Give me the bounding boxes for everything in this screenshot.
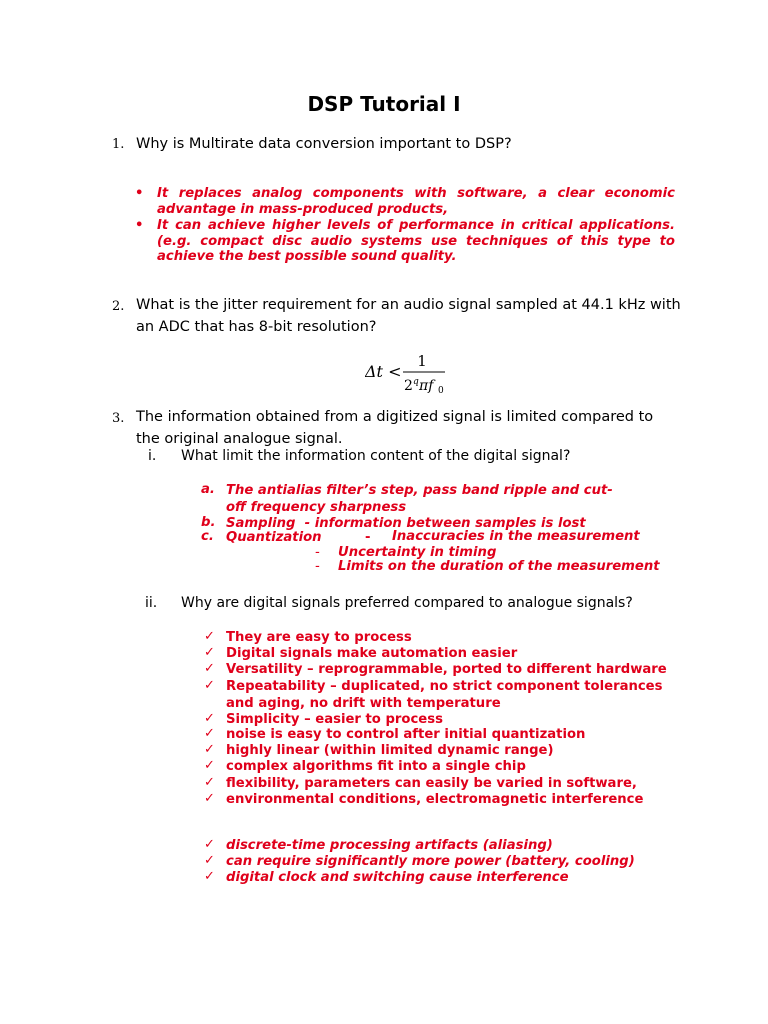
limit-item-a-text: The antialias filter’s step, pass band ripple and cut-off frequency sharpness [226, 483, 613, 515]
question-1-text: Why is Multirate data conversion important to DSP? [136, 136, 512, 152]
advantage-text: Digital signals make automation easier [226, 646, 518, 661]
check-icon: ✓ [204, 661, 215, 676]
check-icon: ✓ [204, 711, 215, 726]
jitter-formula [365, 348, 455, 396]
limit-dash-text-1: Uncertainty in timing [338, 545, 497, 560]
advantage-text: Simplicity – easier to process [226, 712, 443, 727]
question-3-number: 3. [112, 411, 125, 426]
answer-1-text-1: It replaces analog components with software, a clear economic advantage in mass-produced products, [157, 186, 675, 217]
advantage-text: complex algorithms fit into a single chip [226, 759, 526, 774]
check-icon: ✓ [204, 869, 215, 884]
check-icon: ✓ [204, 758, 215, 773]
limit-item-a-label: a. [201, 482, 215, 497]
limit-item-c-text: Quantization [226, 530, 322, 545]
bullet-icon: • [135, 218, 144, 233]
check-icon: ✓ [204, 775, 215, 790]
limit-dash-text-2: Limits on the duration of the measurement [338, 559, 660, 574]
part-i-text: What limit the information content of the digital signal? [181, 448, 571, 464]
advantage-text: environmental conditions, electromagnetic interference [226, 792, 644, 807]
disadvantage-text: can require significantly more power (battery, cooling) [226, 854, 635, 869]
question-2-text: What is the jitter requirement for an audio signal sampled at 44.1 kHz with an ADC that has 8-bit resolution? [136, 297, 681, 335]
check-icon: ✓ [204, 629, 215, 644]
page-title: DSP Tutorial I [307, 92, 461, 116]
disadvantage-text: discrete-time processing artifacts (aliasing) [226, 838, 553, 853]
question-2-number: 2. [112, 299, 125, 314]
check-icon: ✓ [204, 645, 215, 660]
limit-item-c-label: c. [201, 529, 214, 544]
formula-lhs: Δt < [365, 362, 402, 381]
formula-denominator-sub: 0 [438, 386, 444, 396]
bullet-icon: • [135, 186, 144, 201]
advantage-text: highly linear (within limited dynamic range) [226, 743, 554, 758]
dash-marker: - [315, 559, 320, 574]
question-3-text: The information obtained from a digitized signal is limited compared to the original analogue signal. [136, 409, 654, 447]
formula-numerator: 1 [417, 352, 427, 370]
formula-svg [365, 348, 455, 396]
check-icon: ✓ [204, 742, 215, 757]
part-ii-label: ii. [145, 595, 158, 611]
question-1-number: 1. [112, 137, 125, 152]
formula-denominator-base: 2 [404, 378, 413, 394]
advantage-text: They are easy to process [226, 630, 412, 645]
check-icon: ✓ [204, 837, 215, 852]
advantage-text: flexibility, parameters can easily be varied in software, [226, 776, 637, 791]
part-ii-text: Why are digital signals preferred compared to analogue signals? [181, 595, 633, 611]
formula-denominator-rest: πf [419, 378, 434, 394]
dash-marker: - [315, 545, 320, 560]
check-icon: ✓ [204, 678, 215, 693]
limit-item-c-detail: Inaccuracies in the measurement [392, 529, 640, 544]
check-icon: ✓ [204, 853, 215, 868]
disadvantage-text: digital clock and switching cause interference [226, 870, 569, 885]
limit-item-b-label: b. [201, 515, 216, 530]
advantage-text: Versatility – reprogrammable, ported to different hardware [226, 662, 667, 677]
answer-1-text-2: It can achieve higher levels of performance in critical applications. (e.g. compact disc audio systems use techniques of this type to achieve the best possible sound quality. [157, 218, 675, 264]
formula-denominator-exp: q [413, 377, 419, 387]
check-icon: ✓ [204, 726, 215, 741]
advantage-text: Repeatability – duplicated, no strict component tolerances and aging, no drift with temperature [226, 679, 663, 711]
part-i-label: i. [148, 448, 157, 464]
limit-item-c-dash: - [365, 530, 371, 545]
advantage-text: noise is easy to control after initial quantization [226, 727, 586, 742]
limit-item-b-text: Sampling - information between samples is lost [226, 516, 586, 531]
check-icon: ✓ [204, 791, 215, 806]
